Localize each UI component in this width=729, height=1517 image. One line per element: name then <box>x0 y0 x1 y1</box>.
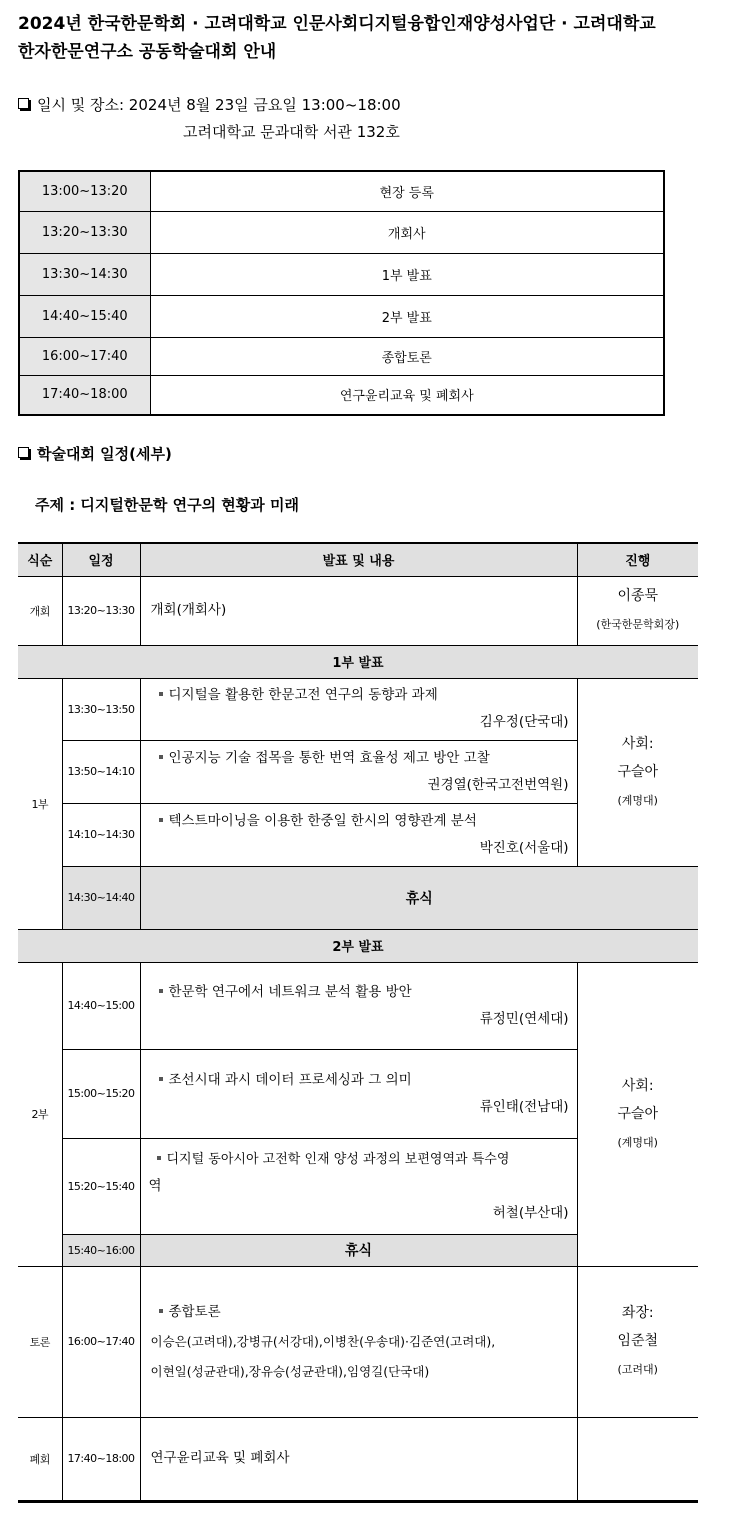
panelists-line-2: 이현일(성균관대),장유승(성균관대),임영길(단국대) <box>150 1363 430 1379</box>
table-row <box>18 1417 698 1501</box>
content-cell: 개회(개회사) <box>140 576 577 645</box>
summary-schedule-table <box>18 170 665 416</box>
talk-title: 인공지능 기술 접목을 통한 번역 효율성 제고 방안 고찰 <box>168 749 490 766</box>
break-row <box>18 866 698 929</box>
talk-title-wrap: 역 <box>148 1177 162 1194</box>
time-cell: 13:00~13:20 <box>19 171 150 211</box>
time-cell: 14:10~14:30 <box>62 803 140 866</box>
header-order: 식순 <box>18 543 62 576</box>
talk-cell <box>140 962 577 1049</box>
bullet-icon <box>159 692 163 696</box>
checkbox-bullet-icon <box>18 98 29 109</box>
time-cell: 13:50~14:10 <box>62 740 140 803</box>
event-cell: 1부 발표 <box>150 253 664 295</box>
host-affiliation: (계명대) <box>617 1135 658 1149</box>
bullet-icon <box>159 818 163 822</box>
talk-title: 디지털을 활용한 한문고전 연구의 동향과 과제 <box>168 687 438 703</box>
table-row <box>18 1266 698 1417</box>
time-cell: 13:30~13:50 <box>62 678 140 740</box>
host-name: 구슬아 <box>617 1105 659 1122</box>
time-cell: 13:20~13:30 <box>19 211 150 253</box>
speaker: 류정민(연세대) <box>479 1010 569 1027</box>
speaker: 박진호(서울대) <box>479 839 569 856</box>
datetime-label: 일시 및 장소: 2024년 8월 23일 금요일 13:00~18:00 <box>37 96 401 114</box>
host-affiliation: (고려대) <box>617 1363 658 1376</box>
talk-title: 한문학 연구에서 네트워크 분석 활용 방안 <box>168 983 412 1000</box>
header-host: 진행 <box>577 543 698 576</box>
bullet-icon <box>159 1309 163 1313</box>
time-cell: 15:00~15:20 <box>62 1049 140 1138</box>
speaker: 김우정(단국대) <box>479 714 569 730</box>
table-row <box>19 337 664 375</box>
discussion-cell <box>140 1266 577 1417</box>
discussion-title: 종합토론 <box>168 1303 221 1320</box>
time-cell: 14:40~15:00 <box>62 962 140 1049</box>
table-row <box>19 211 664 253</box>
title-line-1: 2024년 한국한문학회 · 고려대학교 인문사회디지털융합인재양성사업단 · 고려대학교 <box>18 14 656 34</box>
order-cell: 개회 <box>18 576 62 645</box>
break-cell: 휴식 <box>140 866 698 929</box>
part1-label: 1부 발표 <box>18 645 698 678</box>
table-row <box>19 375 664 415</box>
event-cell: 종합토론 <box>150 337 664 375</box>
table-row <box>19 171 664 211</box>
panelists-line-1: 이승은(고려대),강병규(서강대),이병찬(우송대)·김준연(고려대), <box>150 1333 496 1349</box>
host-role: 좌장: <box>621 1305 654 1321</box>
host-affiliation: (계명대) <box>617 793 658 807</box>
bullet-icon <box>159 1077 163 1081</box>
header-row <box>18 543 698 576</box>
time-cell: 15:40~16:00 <box>62 1234 140 1266</box>
time-cell: 13:30~14:30 <box>19 253 150 295</box>
section-row <box>18 645 698 678</box>
host-cell <box>577 1266 698 1417</box>
order-cell: 폐회 <box>18 1417 62 1501</box>
page-title <box>18 10 656 66</box>
speaker: 허철(부산대) <box>492 1204 569 1221</box>
order-cell: 1부 <box>18 678 62 929</box>
table-row <box>19 295 664 337</box>
event-cell: 개회사 <box>150 211 664 253</box>
host-cell <box>577 678 698 866</box>
theme: 주제 : 디지털한문학 연구의 현황과 미래 <box>35 496 299 514</box>
bullet-icon <box>157 1156 161 1160</box>
order-cell: 토론 <box>18 1266 62 1417</box>
time-cell: 15:20~15:40 <box>62 1138 140 1234</box>
detail-heading-text: 학술대회 일정(세부) <box>37 445 172 463</box>
host-cell <box>577 576 698 645</box>
host-affiliation: (한국한문학회장) <box>596 618 680 631</box>
table-row <box>18 962 698 1049</box>
datetime-section <box>18 94 401 115</box>
header-time: 일정 <box>62 543 140 576</box>
event-cell: 현장 등록 <box>150 171 664 211</box>
bullet-icon <box>159 755 163 759</box>
talk-cell <box>140 678 577 740</box>
header-content: 발표 및 내용 <box>140 543 577 576</box>
table-row <box>18 678 698 740</box>
time-cell: 14:30~14:40 <box>62 866 140 929</box>
host-name: 이종묵 <box>617 588 659 604</box>
time-cell: 16:00~17:40 <box>19 337 150 375</box>
event-cell: 2부 발표 <box>150 295 664 337</box>
event-cell: 연구윤리교육 및 폐회사 <box>150 375 664 415</box>
detail-heading <box>18 443 172 464</box>
time-cell: 16:00~17:40 <box>62 1266 140 1417</box>
table-row <box>19 253 664 295</box>
time-cell: 13:20~13:30 <box>62 576 140 645</box>
speaker: 권경열(한국고전번역원) <box>427 776 569 793</box>
host-name: 임준철 <box>617 1333 659 1349</box>
part2-label: 2부 발표 <box>18 929 698 962</box>
title-line-2: 한자한문연구소 공동학술대회 안내 <box>18 42 277 62</box>
time-cell: 17:40~18:00 <box>19 375 150 415</box>
detailed-schedule-table <box>18 542 698 1503</box>
time-cell: 14:40~15:40 <box>19 295 150 337</box>
content-cell: 연구윤리교육 및 폐회사 <box>140 1417 577 1501</box>
host-role: 사회: <box>621 735 654 752</box>
talk-title: 조선시대 과시 데이터 프로세싱과 그 의미 <box>168 1071 412 1088</box>
host-cell <box>577 1417 698 1501</box>
order-cell: 2부 <box>18 962 62 1266</box>
talk-cell <box>140 803 577 866</box>
table-row <box>18 576 698 645</box>
speaker: 류인태(전남대) <box>479 1098 569 1115</box>
break-cell: 휴식 <box>140 1234 577 1266</box>
venue: 고려대학교 문과대학 서관 132호 <box>183 123 400 141</box>
talk-title: 텍스트마이닝을 이용한 한중일 한시의 영향관계 분석 <box>168 812 477 829</box>
section-row <box>18 929 698 962</box>
host-name: 구슬아 <box>617 763 659 780</box>
host-role: 사회: <box>621 1077 654 1094</box>
time-cell: 17:40~18:00 <box>62 1417 140 1501</box>
checkbox-bullet-icon <box>18 447 29 458</box>
talk-title: 디지털 동아시아 고전학 인재 양성 과정의 보편영역과 특수영 <box>166 1151 510 1167</box>
bullet-icon <box>159 989 163 993</box>
talk-cell <box>140 740 577 803</box>
talk-cell <box>140 1049 577 1138</box>
host-cell <box>577 962 698 1266</box>
talk-cell <box>140 1138 577 1234</box>
